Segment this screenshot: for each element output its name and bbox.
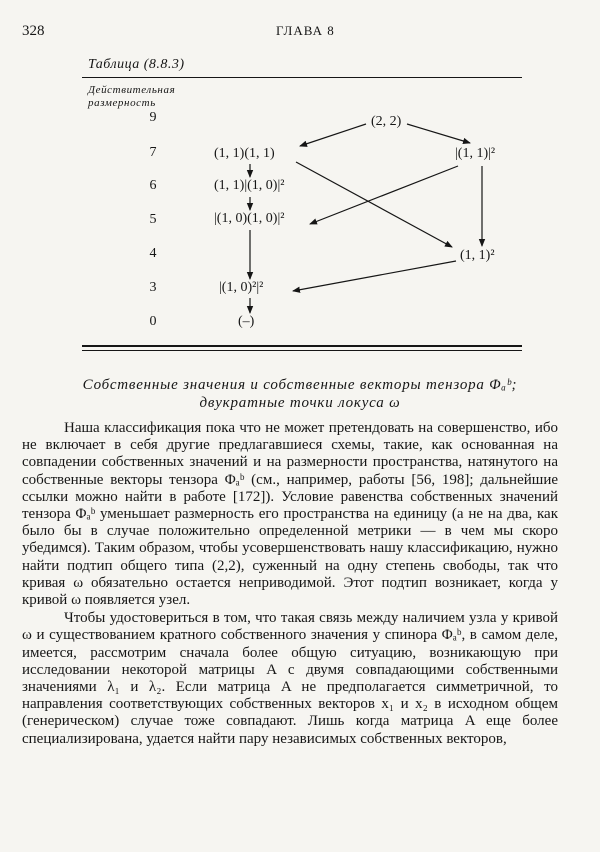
- node-11-abs-10-squared: (1, 1)|(1, 0)|²: [214, 178, 285, 193]
- table-caption: Таблица (8.8.3): [88, 57, 185, 72]
- node-2-2: (2, 2): [371, 114, 402, 129]
- paragraph-2: Чтобы удостовериться в том, что такая связь между наличием узла у кривой ω и существованием кратного собственного значения у спинора Φₐᵇ, в самом деле, имеется, рассмотрим сначала более общую ситуацию, возникающую при исследовании некоторой матрицы A с двумя совпадающими собственными значениями λ₁ и λ₂. Если матрица A не предполагается симметричной, то направления соответствующих собственных векторов x₁ и x₂ в исходном общем (генерическом) случае тоже совпадают. Лишь когда матрица A еще более специализирована, удается найти пару независимых собственных векторов,: [22, 610, 558, 747]
- dimension-4: 4: [149, 246, 157, 261]
- arrow-22-to-abs11sq: [407, 124, 470, 143]
- arrow-11sq-to-abs10sq: [293, 261, 456, 291]
- dimension-6: 6: [149, 178, 157, 193]
- figure-caption-line1: Собственные значения и собственные векторы тензора Φₐᵇ;: [82, 377, 518, 393]
- dimension-5: 5: [149, 212, 157, 227]
- chapter-title: ГЛАВА 8: [276, 23, 335, 38]
- table-bottom-rule-thin: [82, 350, 522, 351]
- dimension-9: 9: [149, 110, 157, 125]
- node-abs-10-10-squared: |(1, 0)(1, 0)|²: [214, 211, 285, 226]
- node-trivial: (–): [238, 314, 255, 329]
- axis-label-line2: размерность: [88, 97, 156, 109]
- dimension-3: 3: [149, 280, 157, 295]
- figure-caption-line2: двукратные точки локуса ω: [199, 395, 401, 411]
- axis-label-line1: Действительная: [88, 84, 176, 96]
- node-abs-11-squared: |(1, 1)|²: [455, 146, 496, 161]
- node-abs-10-squared-squared: |(1, 0)²|²: [219, 280, 264, 295]
- dimension-0: 0: [149, 314, 157, 329]
- page-number: 328: [22, 23, 45, 39]
- node-11-squared: (1, 1)²: [460, 248, 495, 263]
- arrow-abs11sq-to-abs1010: [310, 166, 458, 224]
- paragraph-1: Наша классификация пока что не может претендовать на совершенство, ибо не включает в себя другие предлагавшиеся схемы, такие, как основанная на совпадении собственных значений и на размерности пространства, натянутого на собственные векторы тензора Φₐᵇ (см., например, работы [56, 198]; дальнейшие ссылки можно найти в работе [172]). Условие равенства собственных значений тензора Φₐᵇ уменьшает размерность его пространства на единицу (а не на два, как было бы в случае положительно определенной метрики — в чем мы скоро убедимся). Таким образом, чтобы усовершенствовать нашу классификацию, нужно найти подтип общего типа (2,2), суженный на одну степень свободы, так что кривая ω обязательно остается неприводимой. Этот подтип возникает, когда у кривой ω появляется узел.: [22, 420, 558, 609]
- node-11-11: (1, 1)(1, 1): [214, 146, 275, 161]
- arrow-1111-to-11sq: [296, 162, 452, 247]
- body-text: [22, 420, 558, 748]
- dimension-7: 7: [149, 145, 157, 160]
- arrow-22-to-1111: [300, 124, 366, 146]
- table-bottom-rule: [82, 345, 522, 347]
